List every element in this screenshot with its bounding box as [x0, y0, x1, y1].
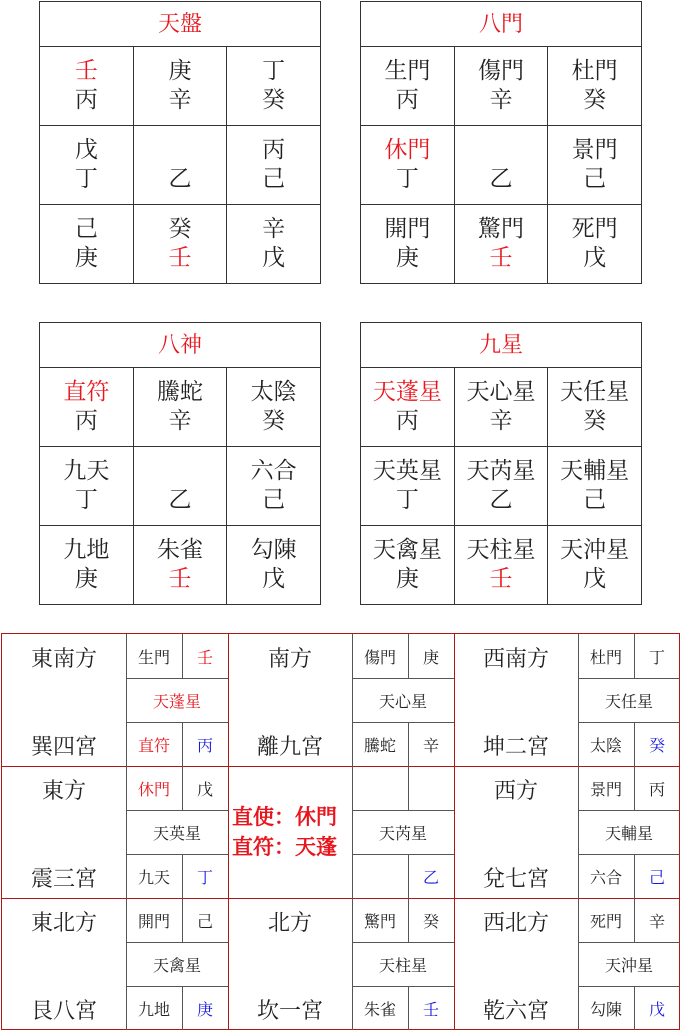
chart-row: [40, 368, 320, 447]
chart-title: 九星: [361, 323, 641, 368]
cell-bottom-text: 癸: [583, 408, 607, 434]
duty-door-text: 直使：休門: [232, 804, 337, 829]
bashen-chart: [39, 322, 321, 605]
cell-bottom-text: 乙: [489, 166, 513, 192]
cell-bottom-text: 己: [262, 487, 286, 513]
direction-label: 西方: [493, 779, 538, 804]
direction-label: 西南方: [482, 647, 549, 672]
cell-top-text: 天柱星: [466, 537, 536, 563]
palace-label: 乾六宮: [482, 999, 549, 1024]
subgrid-line: [126, 678, 228, 679]
chart-cell: [454, 368, 547, 447]
star-label: 天柱星: [378, 956, 427, 975]
subgrid-line: [408, 766, 409, 810]
cell-top-text: 六合: [250, 458, 297, 484]
chart-cell: [133, 368, 226, 447]
cell-bottom-text: 丙: [395, 408, 419, 434]
cell-bottom-text: 壬: [168, 245, 192, 271]
god-label: 六合: [589, 868, 622, 887]
earth-stem: 辛: [422, 736, 439, 755]
cell-bottom-text: 戊: [262, 245, 286, 271]
chart-title: 八門: [361, 2, 641, 47]
cell-top-text: 休門: [384, 137, 431, 163]
chart-row: [361, 47, 641, 126]
chart-row: [361, 447, 641, 526]
heaven-stem: 己: [196, 912, 213, 931]
cell-bottom-text: 庚: [395, 245, 419, 271]
cell-bottom-text: 戊: [583, 245, 607, 271]
subgrid-line: [578, 722, 680, 723]
direction-label: 北方: [267, 911, 312, 936]
cell-bottom-text: 戊: [583, 566, 607, 592]
door-label: 生門: [137, 648, 170, 667]
chart-cell: [227, 368, 320, 447]
cell-bottom-text: 乙: [489, 487, 513, 513]
palace-label: 離九宮: [256, 735, 323, 760]
chart-title: 天盤: [40, 2, 320, 47]
chart-row: [40, 47, 320, 126]
cell-top-text: 天禽星: [372, 537, 442, 563]
earth-stem: 己: [648, 868, 665, 887]
chart-cell: [548, 447, 641, 526]
door-label: 開門: [137, 912, 170, 931]
chart-cell: [133, 47, 226, 126]
door-label: 休門: [137, 780, 170, 799]
chart-cell: [227, 47, 320, 126]
star-label: 天芮星: [378, 824, 427, 843]
cell-top-text: 死門: [571, 216, 618, 242]
star-label: 天心星: [378, 692, 427, 711]
earth-stem: 丙: [196, 736, 213, 755]
subgrid-line: [352, 854, 454, 855]
subgrid-line: [352, 722, 454, 723]
god-label: 九地: [137, 1000, 170, 1019]
cell-bottom-text: 丁: [395, 487, 419, 513]
subgrid-line: [126, 810, 228, 811]
cell-top-text: 景門: [571, 137, 618, 163]
subgrid-line: [578, 986, 680, 987]
chart-cell: [227, 205, 320, 284]
cell-top-text: 驚門: [477, 216, 524, 242]
door-label: 杜門: [589, 648, 622, 667]
chart-row: [361, 205, 641, 284]
chart-cell: [40, 526, 133, 605]
cell-bottom-text: 辛: [489, 408, 513, 434]
palace-label: 兌七宮: [482, 867, 549, 892]
chart-row: [40, 526, 320, 605]
chart-grid: [40, 368, 320, 604]
god-label: 騰蛇: [363, 736, 396, 755]
cell-top-text: 天輔星: [560, 458, 630, 484]
chart-cell: [361, 205, 454, 284]
palace-label: 艮八宮: [30, 999, 97, 1024]
cell-top-text: 丁: [262, 58, 286, 84]
chart-cell: [361, 447, 454, 526]
door-label: 驚門: [363, 912, 396, 931]
palace-label: 坤二宮: [482, 735, 549, 760]
heaven-stem: 戊: [196, 780, 213, 799]
cell-top-text: [455, 136, 547, 165]
god-label: 直符: [137, 736, 170, 755]
chart-row: [40, 126, 320, 205]
cell-top-text: 天心星: [466, 379, 536, 405]
chart-row: [361, 526, 641, 605]
earth-stem: 戊: [648, 1000, 665, 1019]
direction-label: 東南方: [30, 647, 97, 672]
cell-top-text: 天沖星: [560, 537, 630, 563]
subgrid-line: [352, 678, 454, 679]
cell-top-text: 己: [74, 216, 98, 242]
cell-bottom-text: 辛: [168, 87, 192, 113]
cell-top-text: [134, 136, 226, 165]
chart-row: [40, 205, 320, 284]
god-label: 太陰: [589, 736, 622, 755]
cell-bottom-text: 庚: [395, 566, 419, 592]
chart-cell: [454, 526, 547, 605]
cell-bottom-text: 壬: [489, 566, 513, 592]
direction-label: 東北方: [30, 911, 97, 936]
jiuxing-chart: [360, 322, 642, 605]
door-label: 死門: [589, 912, 622, 931]
subgrid-line: [352, 942, 454, 943]
chart-cell: [361, 47, 454, 126]
cell-bottom-text: 丙: [74, 408, 98, 434]
chart-cell: [454, 447, 547, 526]
heaven-stem: 癸: [422, 912, 439, 931]
heaven-stem: 辛: [648, 912, 665, 931]
chart-cell: [454, 47, 547, 126]
direction-label: 東方: [41, 779, 86, 804]
cell-top-text: 天英星: [372, 458, 442, 484]
cell-bottom-text: 丙: [74, 87, 98, 113]
cell-bottom-text: 庚: [74, 566, 98, 592]
cell-bottom-text: 辛: [168, 408, 192, 434]
heaven-stem: 丙: [648, 780, 665, 799]
chart-row: [361, 126, 641, 205]
cell-top-text: 辛: [262, 216, 286, 242]
cell-bottom-text: 辛: [489, 87, 513, 113]
cell-top-text: 庚: [168, 58, 192, 84]
chart-cell: [133, 205, 226, 284]
cell-top-text: 壬: [74, 58, 98, 84]
cell-bottom-text: 癸: [262, 408, 286, 434]
god-label: 九天: [137, 868, 170, 887]
subgrid-line: [352, 810, 454, 811]
cell-top-text: 天蓬星: [372, 379, 442, 405]
subgrid-line: [578, 854, 680, 855]
star-label: 天英星: [152, 824, 201, 843]
chart-cell: [133, 447, 226, 526]
chart-grid: [361, 47, 641, 283]
chart-cell: [40, 447, 133, 526]
chart-cell: [133, 126, 226, 205]
chart-cell: [227, 447, 320, 526]
cell-bottom-text: 癸: [583, 87, 607, 113]
star-label: 天沖星: [604, 956, 653, 975]
cell-top-text: 傷門: [477, 58, 524, 84]
cell-bottom-text: 癸: [262, 87, 286, 113]
cell-top-text: 丙: [262, 137, 286, 163]
heaven-stem: 丁: [648, 648, 665, 667]
subgrid-line: [126, 854, 228, 855]
chart-row: [361, 368, 641, 447]
subgrid-line: [578, 942, 680, 943]
chart-cell: [40, 205, 133, 284]
chart-cell: [548, 47, 641, 126]
cell-top-text: 九地: [63, 537, 110, 563]
cell-bottom-text: 己: [583, 166, 607, 192]
door-label: 景門: [589, 780, 622, 799]
bamen-chart: [360, 1, 642, 284]
star-label: 天禽星: [152, 956, 201, 975]
door-label: 傷門: [363, 648, 396, 667]
god-label: 勾陳: [589, 1000, 622, 1019]
heaven-stem: 壬: [196, 648, 213, 667]
cell-top-text: 九天: [63, 458, 110, 484]
direction-label: 南方: [267, 647, 312, 672]
chart-cell: [454, 126, 547, 205]
earth-stem: 癸: [648, 736, 665, 755]
cell-bottom-text: 壬: [489, 245, 513, 271]
cell-bottom-text: 丁: [74, 166, 98, 192]
chart-cell: [40, 368, 133, 447]
chart-cell: [361, 126, 454, 205]
cell-bottom-text: 庚: [74, 245, 98, 271]
subgrid-line: [126, 942, 228, 943]
earth-stem: 庚: [196, 1000, 213, 1019]
chart-cell: [133, 526, 226, 605]
palace-grid: [1, 633, 680, 1030]
cell-top-text: 勾陳: [250, 537, 297, 563]
chart-grid: [40, 47, 320, 283]
cell-bottom-text: 乙: [168, 487, 192, 513]
cell-top-text: 騰蛇: [156, 379, 203, 405]
block-divider: [454, 634, 455, 1030]
cell-top-text: 杜門: [571, 58, 618, 84]
chart-grid: [361, 368, 641, 604]
star-label: 天任星: [604, 692, 653, 711]
chart-title: 八神: [40, 323, 320, 368]
chart-cell: [548, 368, 641, 447]
earth-stem: 丁: [196, 868, 213, 887]
tianpan-chart: [39, 1, 321, 284]
star-label: 天輔星: [604, 824, 653, 843]
direction-label: 西北方: [482, 911, 549, 936]
subgrid-line: [578, 810, 680, 811]
cell-bottom-text: 丙: [395, 87, 419, 113]
earth-stem: 壬: [422, 1000, 439, 1019]
cell-top-text: 開門: [384, 216, 431, 242]
chart-cell: [548, 526, 641, 605]
cell-top-text: 朱雀: [156, 537, 203, 563]
subgrid-line: [578, 678, 680, 679]
cell-top-text: 生門: [384, 58, 431, 84]
duty-star-text: 直符：天蓬: [232, 834, 337, 859]
cell-top-text: 直符: [63, 379, 110, 405]
cell-bottom-text: 壬: [168, 566, 192, 592]
subgrid-line: [352, 986, 454, 987]
chart-cell: [40, 47, 133, 126]
god-label: 朱雀: [363, 1000, 396, 1019]
cell-bottom-text: 丁: [74, 487, 98, 513]
chart-cell: [227, 126, 320, 205]
chart-cell: [227, 526, 320, 605]
subgrid-line: [126, 986, 228, 987]
chart-cell: [454, 205, 547, 284]
cell-top-text: 天芮星: [466, 458, 536, 484]
palace-label: 坎一宮: [256, 999, 323, 1024]
heaven-stem: 庚: [422, 648, 439, 667]
cell-bottom-text: 己: [262, 166, 286, 192]
chart-cell: [548, 126, 641, 205]
cell-bottom-text: 乙: [168, 166, 192, 192]
chart-row: [40, 447, 320, 526]
cell-top-text: 太陰: [250, 379, 297, 405]
chart-cell: [548, 205, 641, 284]
cell-bottom-text: 己: [583, 487, 607, 513]
cell-top-text: [134, 457, 226, 486]
cell-top-text: 戊: [74, 137, 98, 163]
star-label: 天蓬星: [152, 692, 201, 711]
chart-cell: [361, 368, 454, 447]
cell-bottom-text: 戊: [262, 566, 286, 592]
subgrid-line: [126, 722, 228, 723]
block-divider: [228, 634, 229, 1030]
cell-top-text: 天任星: [560, 379, 630, 405]
cell-top-text: 癸: [168, 216, 192, 242]
chart-cell: [40, 126, 133, 205]
cell-bottom-text: 丁: [395, 166, 419, 192]
earth-stem: 乙: [422, 868, 439, 887]
palace-label: 震三宮: [30, 867, 97, 892]
chart-cell: [361, 526, 454, 605]
palace-label: 巽四宮: [30, 735, 97, 760]
